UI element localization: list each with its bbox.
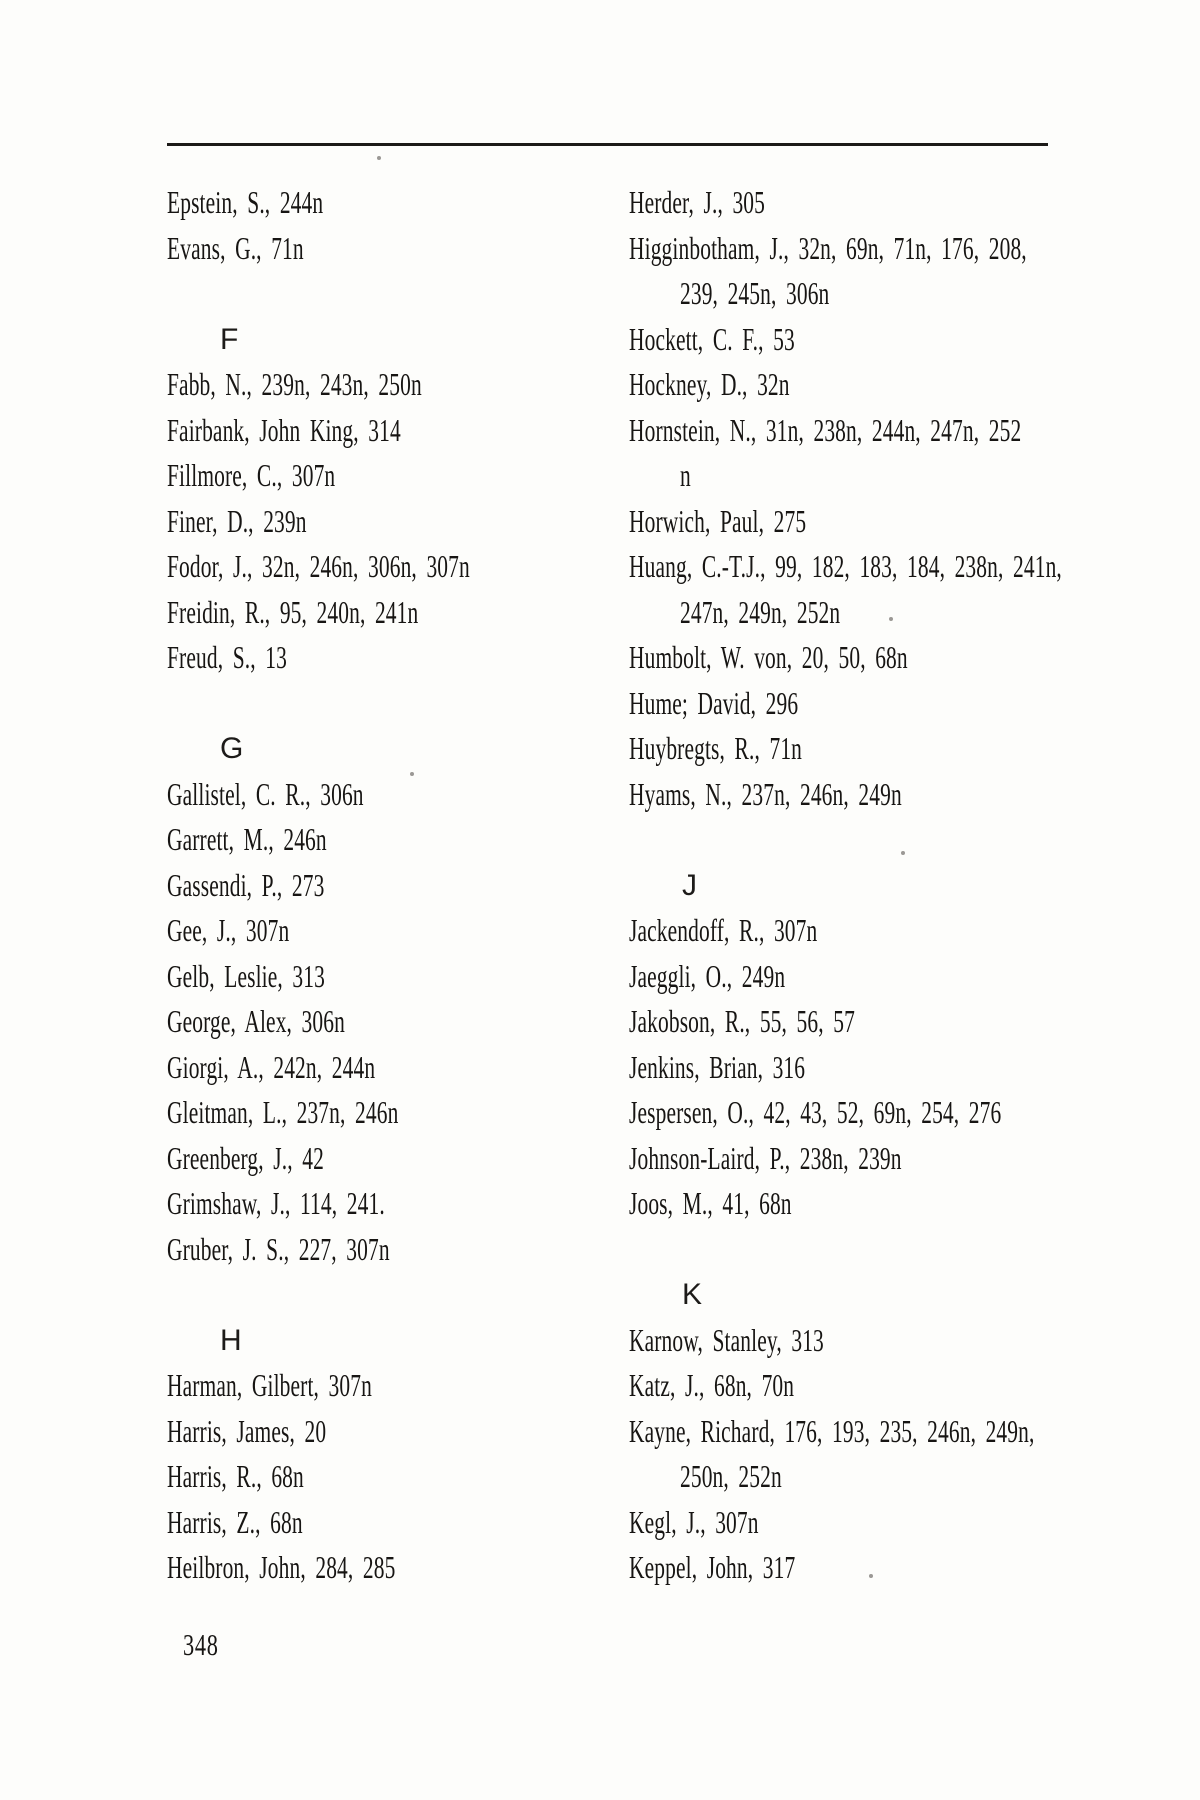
entry-text: Heilbron, John, 284, 285 (167, 1549, 396, 1585)
index-entry (167, 954, 637, 1000)
entry-line (629, 1136, 1099, 1182)
index-entry (167, 908, 637, 954)
header-rule (167, 143, 1048, 146)
entry-line (167, 908, 637, 954)
entry-line (629, 226, 1099, 272)
entry-text: Gruber, J. S., 227, 307n (167, 1230, 390, 1267)
entry-text: Horwich, Paul, 275 (629, 502, 807, 539)
entry-text: Katz, J., 68n, 70n (629, 1367, 795, 1403)
entry-text: Giorgi, A., 242n, 244n (167, 1048, 376, 1085)
index-entry (167, 1409, 637, 1455)
index-entry (629, 180, 1099, 226)
index-entry (167, 1454, 637, 1500)
entry-text: Gee, J., 307n (167, 912, 290, 948)
entry-text: Grimshaw, J., 114, 241. (167, 1185, 385, 1221)
index-entry (167, 590, 637, 636)
entry-line (629, 1409, 1099, 1455)
entry-line (167, 999, 637, 1045)
entry-text: Fairbank, John King, 314 (167, 411, 401, 448)
index-entry (629, 1500, 1099, 1546)
index-entry (629, 544, 1099, 635)
entry-line (629, 544, 1099, 590)
entry-text: Jaeggli, O., 249n (629, 957, 786, 994)
index-entry (629, 1181, 1099, 1227)
entry-text: Greenberg, J., 42 (167, 1139, 324, 1176)
entry-text: Hockett, C. F., 53 (629, 320, 795, 357)
entry-text: Jespersen, O., 42, 43, 52, 69n, 254, 276 (629, 1094, 1002, 1130)
entry-line (629, 726, 1099, 772)
entry-line (629, 362, 1099, 408)
entry-line (167, 635, 637, 681)
entry-text: George, Alex, 306n (167, 1003, 345, 1039)
entry-line (629, 408, 1099, 454)
entry-line (629, 1545, 1099, 1591)
index-column-left (167, 180, 637, 1591)
index-entry (167, 1500, 637, 1546)
scan-speck (889, 617, 893, 621)
entry-line (167, 544, 637, 590)
index-entry (629, 317, 1099, 363)
entry-text: Jenkins, Brian, 316 (629, 1048, 806, 1085)
entry-text: Kegl, J., 307n (629, 1503, 759, 1540)
entry-line (629, 1500, 1099, 1546)
entry-continuation-line (629, 590, 1099, 636)
index-entry (167, 635, 637, 681)
index-entry (167, 772, 637, 818)
page-number-text: 348 (183, 1627, 219, 1662)
entry-line (629, 499, 1099, 545)
entry-line (167, 1136, 637, 1182)
index-entry (629, 726, 1099, 772)
section-letter-text: H (220, 1323, 242, 1357)
entry-line (167, 772, 637, 818)
entry-line (629, 1318, 1099, 1364)
entry-text: Jackendoff, R., 307n (629, 912, 818, 948)
entry-line (629, 635, 1099, 681)
entry-line (167, 1545, 637, 1591)
entry-text: Gelb, Leslie, 313 (167, 957, 325, 994)
entry-text: Epstein, S., 244n (167, 184, 324, 220)
entry-text: Freidin, R., 95, 240n, 241n (167, 593, 419, 630)
index-entry (629, 954, 1099, 1000)
section-letter-text: K (682, 1278, 703, 1311)
entry-text: Harris, R., 68n (167, 1458, 304, 1494)
index-entry (167, 999, 637, 1045)
entry-line (629, 1045, 1099, 1091)
index-entry (629, 1318, 1099, 1364)
entry-text: Harris, Z., 68n (167, 1503, 303, 1540)
entry-text: Gleitman, L., 237n, 246n (167, 1094, 399, 1130)
index-entry (629, 1045, 1099, 1091)
entry-text: Hyams, N., 237n, 246n, 249n (629, 775, 902, 812)
entry-text: Karnow, Stanley, 313 (629, 1321, 824, 1358)
section-letter (629, 1272, 1099, 1318)
page-number (183, 1622, 233, 1668)
scan-speck (901, 851, 905, 855)
entry-line (629, 1181, 1099, 1227)
entry-line (629, 772, 1099, 818)
index-entry (167, 362, 637, 408)
entry-text: Harman, Gilbert, 307n (167, 1367, 372, 1403)
entry-line (167, 453, 637, 499)
entry-line (167, 1227, 637, 1273)
entry-text: Harris, James, 20 (167, 1412, 327, 1449)
entry-text: Finer, D., 239n (167, 502, 307, 539)
entry-line (167, 817, 637, 863)
entry-text: Gassendi, P., 273 (167, 866, 325, 903)
entry-text: Higginbotham, J., 32n, 69n, 71n, 176, 208, (629, 229, 1027, 266)
entry-line (629, 681, 1099, 727)
index-entry (629, 999, 1099, 1045)
index-entry (167, 226, 637, 272)
entry-line (167, 1409, 637, 1455)
entry-continuation-line (629, 271, 1099, 317)
entry-line (629, 1090, 1099, 1136)
entry-text: n (680, 457, 691, 493)
index-entry (629, 1136, 1099, 1182)
entry-text: Fabb, N., 239n, 243n, 250n (167, 366, 422, 402)
index-entry (167, 863, 637, 909)
entry-text: Jakobson, R., 55, 56, 57 (629, 1003, 855, 1039)
index-entry (167, 1136, 637, 1182)
entry-text: Huybregts, R., 71n (629, 730, 803, 766)
entry-text: Fodor, J., 32n, 246n, 306n, 307n (167, 548, 470, 584)
index-entry (167, 1363, 637, 1409)
entry-line (167, 362, 637, 408)
entry-line (167, 1045, 637, 1091)
entry-line (167, 1363, 637, 1409)
section-letter-text: J (682, 868, 697, 902)
section-letter (167, 726, 637, 772)
entry-line (167, 1090, 637, 1136)
index-entry (167, 544, 637, 590)
entry-line (629, 180, 1099, 226)
index-entry (167, 817, 637, 863)
entry-text: Herder, J., 305 (629, 184, 766, 220)
section-letter (167, 317, 637, 363)
entry-line (167, 590, 637, 636)
entry-continuation-line (629, 1454, 1099, 1500)
index-entry (629, 908, 1099, 954)
scan-speck (377, 156, 381, 160)
entry-line (629, 1363, 1099, 1409)
section-letter (629, 863, 1099, 909)
entry-text: Fillmore, C., 307n (167, 457, 336, 493)
entry-line (167, 180, 637, 226)
index-entry (167, 1545, 637, 1591)
index-entry (167, 1181, 637, 1227)
index-entry (167, 1090, 637, 1136)
entry-text: Garrett, M., 246n (167, 821, 327, 857)
entry-line (167, 1181, 637, 1227)
section-letter (167, 1318, 637, 1364)
entry-text: Johnson-Laird, P., 238n, 239n (629, 1139, 902, 1176)
entry-text: Hornstein, N., 31n, 238n, 244n, 247n, 252 (629, 411, 1022, 448)
index-entry (629, 772, 1099, 818)
entry-text: Gallistel, C. R., 306n (167, 775, 364, 812)
index-entry (629, 226, 1099, 317)
entry-line (167, 1500, 637, 1546)
scan-speck (410, 772, 414, 776)
index-entry (167, 180, 637, 226)
section-letter-text: F (220, 322, 239, 356)
entry-text: Evans, G., 71n (167, 229, 304, 266)
entry-line (629, 954, 1099, 1000)
entry-line (629, 908, 1099, 954)
index-entry (629, 499, 1099, 545)
entry-text: 247n, 249n, 252n (680, 593, 841, 630)
entry-line (167, 954, 637, 1000)
index-entry (167, 1227, 637, 1273)
index-entry (629, 1545, 1099, 1591)
entry-text: Keppel, John, 317 (629, 1549, 796, 1585)
entry-text: 239, 245n, 306n (680, 275, 830, 311)
index-entry (629, 681, 1099, 727)
index-entry (629, 362, 1099, 408)
entry-text: Hockney, D., 32n (629, 366, 790, 402)
index-entry (629, 1409, 1099, 1500)
index-entry (167, 408, 637, 454)
entry-text: Humbolt, W. von, 20, 50, 68n (629, 639, 908, 675)
entry-text: Joos, M., 41, 68n (629, 1185, 792, 1221)
scan-speck (869, 1574, 873, 1578)
index-column-right (629, 180, 1099, 1591)
entry-line (167, 408, 637, 454)
index-entry (167, 453, 637, 499)
entry-text: Freud, S., 13 (167, 639, 287, 675)
entry-line (167, 1454, 637, 1500)
index-entry (629, 408, 1099, 499)
entry-text: Hume; David, 296 (629, 684, 799, 721)
entry-text: Huang, C.-T.J., 99, 182, 183, 184, 238n, 241n, (629, 548, 1062, 584)
entry-line (629, 317, 1099, 363)
section-letter-text: G (220, 732, 244, 765)
index-entry (167, 1045, 637, 1091)
index-entry (629, 635, 1099, 681)
entry-text: 250n, 252n (680, 1458, 782, 1494)
entry-text: Kayne, Richard, 176, 193, 235, 246n, 249n, (629, 1412, 1035, 1449)
index-entry (629, 1090, 1099, 1136)
index-entry (629, 1363, 1099, 1409)
entry-line (167, 863, 637, 909)
entry-line (167, 499, 637, 545)
entry-line (167, 226, 637, 272)
index-entry (167, 499, 637, 545)
entry-continuation-line (629, 453, 1099, 499)
entry-line (629, 999, 1099, 1045)
